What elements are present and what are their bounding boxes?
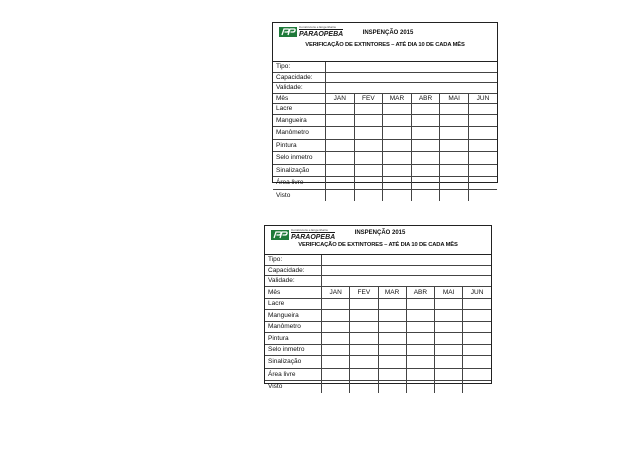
check-cell[interactable] <box>463 309 491 322</box>
check-label: Lacre <box>273 104 326 115</box>
check-cell[interactable] <box>322 309 350 322</box>
check-cell[interactable] <box>440 127 469 140</box>
check-cell[interactable] <box>463 322 491 333</box>
check-cell[interactable] <box>411 152 440 165</box>
check-cell[interactable] <box>322 381 350 393</box>
check-row-manometro <box>273 127 497 140</box>
month-jan: JAN <box>322 286 350 299</box>
info-label: Capacidade: <box>273 72 326 83</box>
info-label: Capacidade: <box>265 265 322 276</box>
logo-brand: PARAOPEBA <box>299 31 344 38</box>
check-cell[interactable] <box>350 381 378 393</box>
check-cell[interactable] <box>383 152 412 165</box>
check-cell[interactable] <box>440 164 469 177</box>
check-label: Manômetro <box>265 322 322 333</box>
check-label: Área livre <box>265 368 322 381</box>
check-cell[interactable] <box>440 152 469 165</box>
check-cell[interactable] <box>378 332 406 345</box>
check-row-visto <box>273 189 497 201</box>
check-cell[interactable] <box>378 356 406 369</box>
info-value-field[interactable] <box>322 255 492 265</box>
check-cell[interactable] <box>383 164 412 177</box>
check-row-selo-inmetro <box>273 152 497 165</box>
month-mai: MAI <box>435 286 463 299</box>
check-cell[interactable] <box>468 104 497 115</box>
check-cell[interactable] <box>350 299 378 310</box>
info-label: Validade: <box>273 83 326 94</box>
check-row-visto <box>265 381 491 393</box>
check-cell[interactable] <box>350 309 378 322</box>
check-cell[interactable] <box>350 345 378 356</box>
paraopeba-logo-icon <box>271 230 289 240</box>
check-cell[interactable] <box>354 164 383 177</box>
logo-brand: PARAOPEBA <box>291 234 336 241</box>
check-cell[interactable] <box>468 114 497 127</box>
check-cell[interactable] <box>411 114 440 127</box>
check-label: Área livre <box>273 177 326 190</box>
month-fev: FEV <box>350 286 378 299</box>
check-cell[interactable] <box>326 114 355 127</box>
check-cell[interactable] <box>463 368 491 381</box>
month-mar: MAR <box>378 286 406 299</box>
month-abr: ABR <box>411 93 440 104</box>
check-cell[interactable] <box>468 189 497 201</box>
info-value-field[interactable] <box>322 276 492 287</box>
check-row-selo-inmetro <box>265 345 491 356</box>
month-label: Mês <box>265 286 322 299</box>
info-value-field[interactable] <box>326 72 498 83</box>
check-row-mangueira <box>273 114 497 127</box>
inspection-table <box>265 255 491 393</box>
info-row-validade <box>265 276 491 287</box>
check-cell[interactable] <box>383 177 412 190</box>
info-row-tipo <box>273 62 497 72</box>
check-label: Selo inmetro <box>265 345 322 356</box>
check-cell[interactable] <box>435 368 463 381</box>
info-row-tipo <box>265 255 491 265</box>
check-cell[interactable] <box>322 332 350 345</box>
check-cell[interactable] <box>322 345 350 356</box>
form-header <box>273 23 497 62</box>
info-label: Tipo: <box>265 255 322 265</box>
check-cell[interactable] <box>383 189 412 201</box>
check-cell[interactable] <box>440 177 469 190</box>
check-cell[interactable] <box>468 127 497 140</box>
check-cell[interactable] <box>383 127 412 140</box>
check-row-mangueira <box>265 309 491 322</box>
check-cell[interactable] <box>383 139 412 152</box>
check-row-sinalizacao <box>265 356 491 369</box>
check-cell[interactable] <box>468 164 497 177</box>
check-cell[interactable] <box>354 127 383 140</box>
check-row-manometro <box>265 322 491 333</box>
check-cell[interactable] <box>440 114 469 127</box>
info-label: Tipo: <box>273 62 326 72</box>
form-title: INSPENÇÃO 2015 <box>362 30 414 36</box>
month-jun: JUN <box>468 93 497 104</box>
check-cell[interactable] <box>411 189 440 201</box>
check-cell[interactable] <box>411 104 440 115</box>
check-cell[interactable] <box>383 114 412 127</box>
info-label: Validade: <box>265 276 322 287</box>
info-row-capacidade <box>273 72 497 83</box>
check-cell[interactable] <box>326 152 355 165</box>
check-cell[interactable] <box>411 177 440 190</box>
check-cell[interactable] <box>350 322 378 333</box>
check-cell[interactable] <box>322 356 350 369</box>
check-row-lacre <box>273 104 497 115</box>
check-cell[interactable] <box>326 139 355 152</box>
check-cell[interactable] <box>354 152 383 165</box>
info-row-validade <box>273 83 497 94</box>
check-cell[interactable] <box>435 322 463 333</box>
month-jun: JUN <box>463 286 491 299</box>
check-cell[interactable] <box>411 127 440 140</box>
check-cell[interactable] <box>463 299 491 310</box>
check-label: Pintura <box>265 332 322 345</box>
paraopeba-logo-icon <box>279 27 297 37</box>
check-cell[interactable] <box>350 368 378 381</box>
month-header-row <box>273 93 497 104</box>
check-cell[interactable] <box>326 189 355 201</box>
check-row-area-livre <box>273 177 497 190</box>
check-cell[interactable] <box>406 309 434 322</box>
check-row-lacre <box>265 299 491 310</box>
check-cell[interactable] <box>406 356 434 369</box>
check-cell[interactable] <box>350 332 378 345</box>
check-cell[interactable] <box>440 189 469 201</box>
check-cell[interactable] <box>411 139 440 152</box>
check-cell[interactable] <box>378 309 406 322</box>
check-cell[interactable] <box>468 177 497 190</box>
check-label: Selo inmetro <box>273 152 326 165</box>
check-cell[interactable] <box>406 345 434 356</box>
check-cell[interactable] <box>406 368 434 381</box>
check-cell[interactable] <box>326 127 355 140</box>
check-cell[interactable] <box>468 152 497 165</box>
check-cell[interactable] <box>354 114 383 127</box>
check-cell[interactable] <box>406 332 434 345</box>
check-cell[interactable] <box>326 164 355 177</box>
inspection-form-bottom <box>264 225 492 391</box>
check-row-area-livre <box>265 368 491 381</box>
check-cell[interactable] <box>440 139 469 152</box>
check-row-pintura <box>273 139 497 152</box>
month-fev: FEV <box>354 93 383 104</box>
info-row-capacidade <box>265 265 491 276</box>
check-cell[interactable] <box>468 139 497 152</box>
inspection-form-top <box>272 22 498 199</box>
check-cell[interactable] <box>435 309 463 322</box>
check-label: Manômetro <box>273 127 326 140</box>
inspection-table <box>273 62 497 201</box>
form-header <box>265 226 491 255</box>
check-cell[interactable] <box>378 299 406 310</box>
check-cell[interactable] <box>463 381 491 393</box>
check-cell[interactable] <box>354 139 383 152</box>
check-cell[interactable] <box>435 381 463 393</box>
check-cell[interactable] <box>378 368 406 381</box>
check-cell[interactable] <box>406 381 434 393</box>
check-cell[interactable] <box>322 322 350 333</box>
check-label: Visto <box>265 381 322 393</box>
check-cell[interactable] <box>378 381 406 393</box>
check-cell[interactable] <box>435 356 463 369</box>
check-label: Sinalização <box>265 356 322 369</box>
month-header-row <box>265 286 491 299</box>
check-cell[interactable] <box>411 164 440 177</box>
check-cell[interactable] <box>463 356 491 369</box>
check-cell[interactable] <box>435 299 463 310</box>
check-label: Mangueira <box>265 309 322 322</box>
logo-tagline: Construtora e Engenharia <box>299 25 336 29</box>
check-label: Sinalização <box>273 164 326 177</box>
check-cell[interactable] <box>322 299 350 310</box>
info-value-field[interactable] <box>326 62 498 72</box>
check-row-pintura <box>265 332 491 345</box>
check-cell[interactable] <box>378 322 406 333</box>
check-cell[interactable] <box>354 189 383 201</box>
month-abr: ABR <box>406 286 434 299</box>
check-cell[interactable] <box>350 356 378 369</box>
check-cell[interactable] <box>354 177 383 190</box>
check-cell[interactable] <box>406 322 434 333</box>
check-cell[interactable] <box>322 368 350 381</box>
form-subtitle: VERIFICAÇÃO DE EXTINTORES – ATÉ DIA 10 DE CADA MÊS <box>298 242 458 248</box>
check-cell[interactable] <box>326 177 355 190</box>
check-cell[interactable] <box>383 104 412 115</box>
month-mai: MAI <box>440 93 469 104</box>
check-label: Lacre <box>265 299 322 310</box>
check-cell[interactable] <box>406 299 434 310</box>
logo-tagline: Construtora e Engenharia <box>291 228 328 232</box>
month-mar: MAR <box>383 93 412 104</box>
info-value-field[interactable] <box>322 265 492 276</box>
check-cell[interactable] <box>463 332 491 345</box>
check-cell[interactable] <box>435 332 463 345</box>
check-row-sinalizacao <box>273 164 497 177</box>
check-cell[interactable] <box>378 345 406 356</box>
month-jan: JAN <box>326 93 355 104</box>
form-title: INSPENÇÃO 2015 <box>354 230 406 236</box>
check-label: Pintura <box>273 139 326 152</box>
check-cell[interactable] <box>354 104 383 115</box>
info-value-field[interactable] <box>326 83 498 94</box>
check-cell[interactable] <box>435 345 463 356</box>
form-subtitle: VERIFICAÇÃO DE EXTINTORES – ATÉ DIA 10 DE CADA MÊS <box>305 42 465 48</box>
check-cell[interactable] <box>463 345 491 356</box>
check-cell[interactable] <box>326 104 355 115</box>
check-cell[interactable] <box>440 104 469 115</box>
check-label: Visto <box>273 189 326 201</box>
check-label: Mangueira <box>273 114 326 127</box>
month-label: Mês <box>273 93 326 104</box>
